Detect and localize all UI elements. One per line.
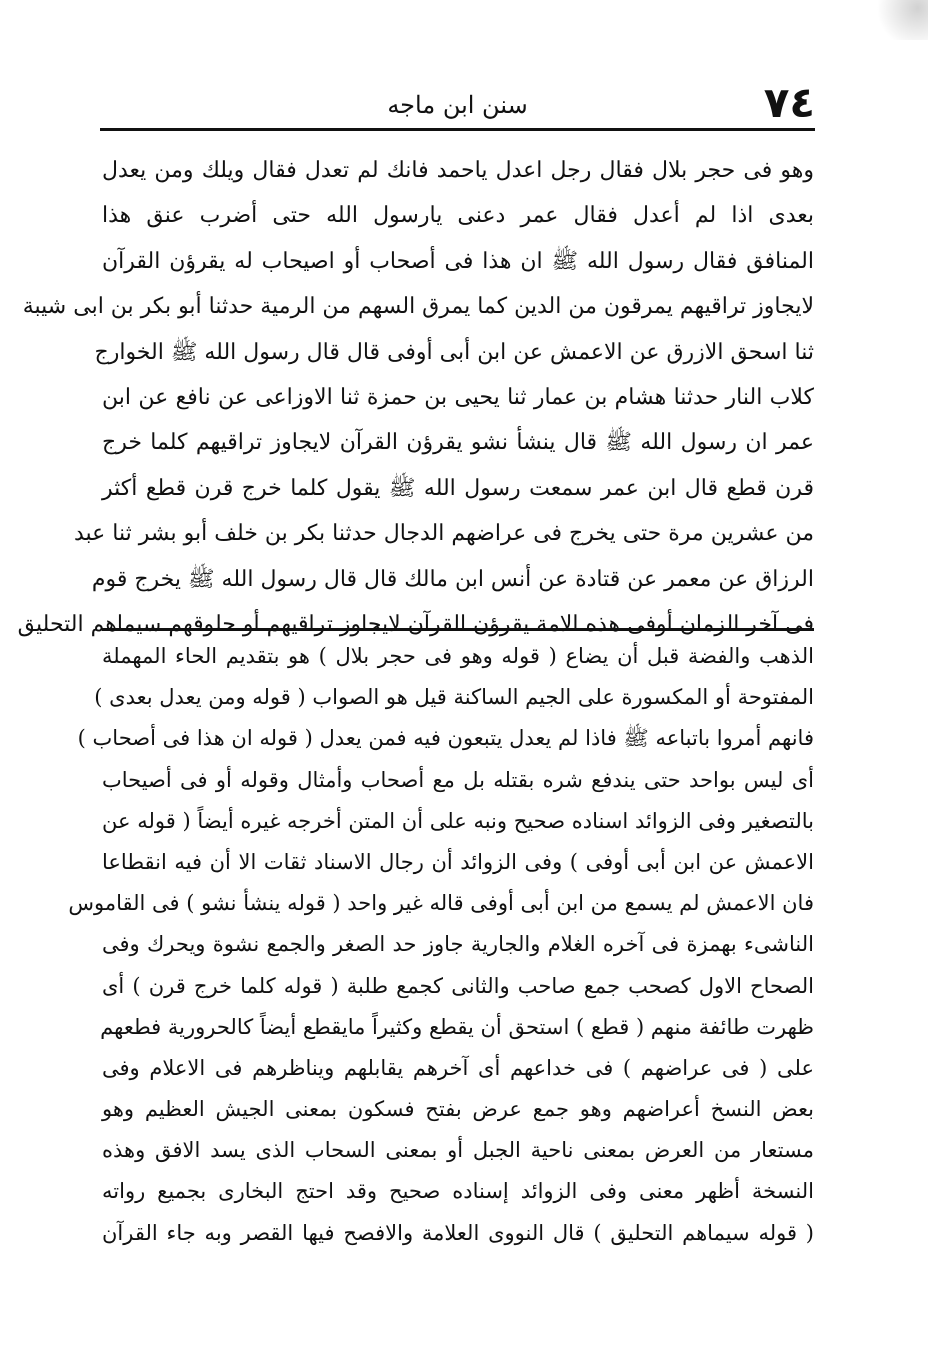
text-line: عمر ان رسول الله ﷺ قال ينشأ نشو يقرؤن القرآن لايجاوز تراقيهم كلما خرج bbox=[102, 430, 814, 456]
note-line: الناشىء بهمزة فى آخره الغلام والجارية جاوز حد الصغر والجمع نشوة ويحرك وفى bbox=[102, 932, 814, 957]
note-line: فانهم أمروا باتباعه ﷺ فاذا لم يعدل يتبعون فيه فمن يعدل ( قوله ان هذا فى أصحاب ) bbox=[77, 726, 814, 751]
page-number: ٧٤ bbox=[763, 78, 815, 127]
note-line: مستعار من العرض بمعنى ناحية الجبل أو بمعنى السحاب الذى يسد الافق وهذه bbox=[102, 1138, 814, 1163]
text-line: من عشرين مرة حتى يخرج فى عراضهم الدجال حدثنا بكر بن خلف أبو بشر ثنا عبد bbox=[73, 521, 814, 547]
note-line: على ( فى عراضهم ) فى خداعهم أى آخرهم يقابلهم ويناظرهم فى الاعلام وفى bbox=[102, 1055, 814, 1080]
text-line: بعدى اذا لم أعدل فقال عمر دعنى يارسول الله حتى أضرب عنق هذا bbox=[102, 203, 814, 229]
note-line: الصحاح الاول كصحب جمع صاحب والثانى كجمع طلبة ( قوله كلما خرج قرن ) أى bbox=[102, 973, 814, 998]
footnote-divider bbox=[102, 628, 814, 631]
scan-speckle bbox=[858, 0, 928, 40]
text-line: كلاب النار حدثنا هشام بن عمار ثنا يحيى بن حمزة ثنا الاوزاعى عن نافع عن ابن bbox=[102, 384, 814, 410]
note-line: الذهب والفضة قبل أن يضاع ( قوله وهو فى حجر بلال ) هو بتقديم الحاء المهملة bbox=[102, 644, 814, 668]
note-line: ظهرت طائفة منهم ( قطع ) استحق أن يقطع وكثيراً مايقطع أيضاً كالحرورية فطعهم bbox=[100, 1014, 814, 1039]
text-line: الرزاق عن معمر عن قتادة عن أنس ابن مالك قال قال رسول الله ﷺ يخرج قوم bbox=[91, 566, 814, 592]
note-line: فان الاعمش لم يسمع من ابن أبى أوفى قاله غير واحد ( قوله ينشأ نشو ) فى القاموس bbox=[68, 891, 814, 916]
text-line: لايجاوز تراقيهم يمرقون من الدين كما يمرق السهم من الرمية حدثنا أبو بكر بن ابى شيبة bbox=[22, 294, 814, 320]
note-line: ( قوله سيماهم التحليق ) قال النووى العلامة والافصح فيها القصر وبه جاء القرآن bbox=[102, 1220, 814, 1245]
text-line: وهو فى حجر بلال فقال رجل اعدل ياحمد فانك لم تعدل فقال ويلك ومن يعدل bbox=[102, 158, 814, 183]
note-line: النسخة أظهر معنى وفى الزوائد إسناده صحيح وقد احتج البخارى بجميع رواته bbox=[102, 1179, 814, 1204]
hadith-text bbox=[17, 148, 814, 647]
note-line: المفتوحة أو المكسورة على الجيم الساكنة قيل هو الصواب ( قوله ومن يعدل بعدى ) bbox=[94, 685, 814, 710]
note-line: بعض النسخ أعراضهم وهو جمع عرض بفتح فسكون بمعنى الجيش العظيم وهو bbox=[102, 1097, 814, 1122]
commentary-notes bbox=[68, 636, 814, 1254]
note-line: أى ليس بواحد حتى يندفع شره بقتله بل مع أصحاب وأمثال وقوله أو فى أصيحاب bbox=[102, 767, 814, 792]
running-title: سنن ابن ماجه bbox=[387, 91, 528, 119]
page-header bbox=[100, 78, 815, 131]
text-line: قرن قطع قال ابن عمر سمعت رسول الله ﷺ يقول كلما خرج قرن قطع أكثر bbox=[102, 475, 814, 501]
text-line: فى آخر الزمان أوفى هذه الامة يقرؤن القرآن لايجاوز تراقيهم أو حلوقهم سيماهم التحليق bbox=[17, 611, 814, 637]
note-line: بالتصغير وفى الزوائد اسناده صحيح ونبه على أن المتن أخرجه غيره أيضاً ( قوله عن bbox=[102, 808, 814, 833]
note-line: الاعمش عن ابن أبى أوفى ) وفى الزوائد أن رجال الاسناد ثقات الا أن فيه انقطاعا bbox=[102, 849, 814, 874]
text-line: ثنا اسحق الازرق عن الاعمش عن ابن أبى أوفى قال قال رسول الله ﷺ الخوارج bbox=[94, 339, 814, 365]
text-line: المنافق فقال رسول الله ﷺ ان هذا فى أصحاب أو اصيحاب له يقرؤن القرآن bbox=[102, 248, 814, 274]
